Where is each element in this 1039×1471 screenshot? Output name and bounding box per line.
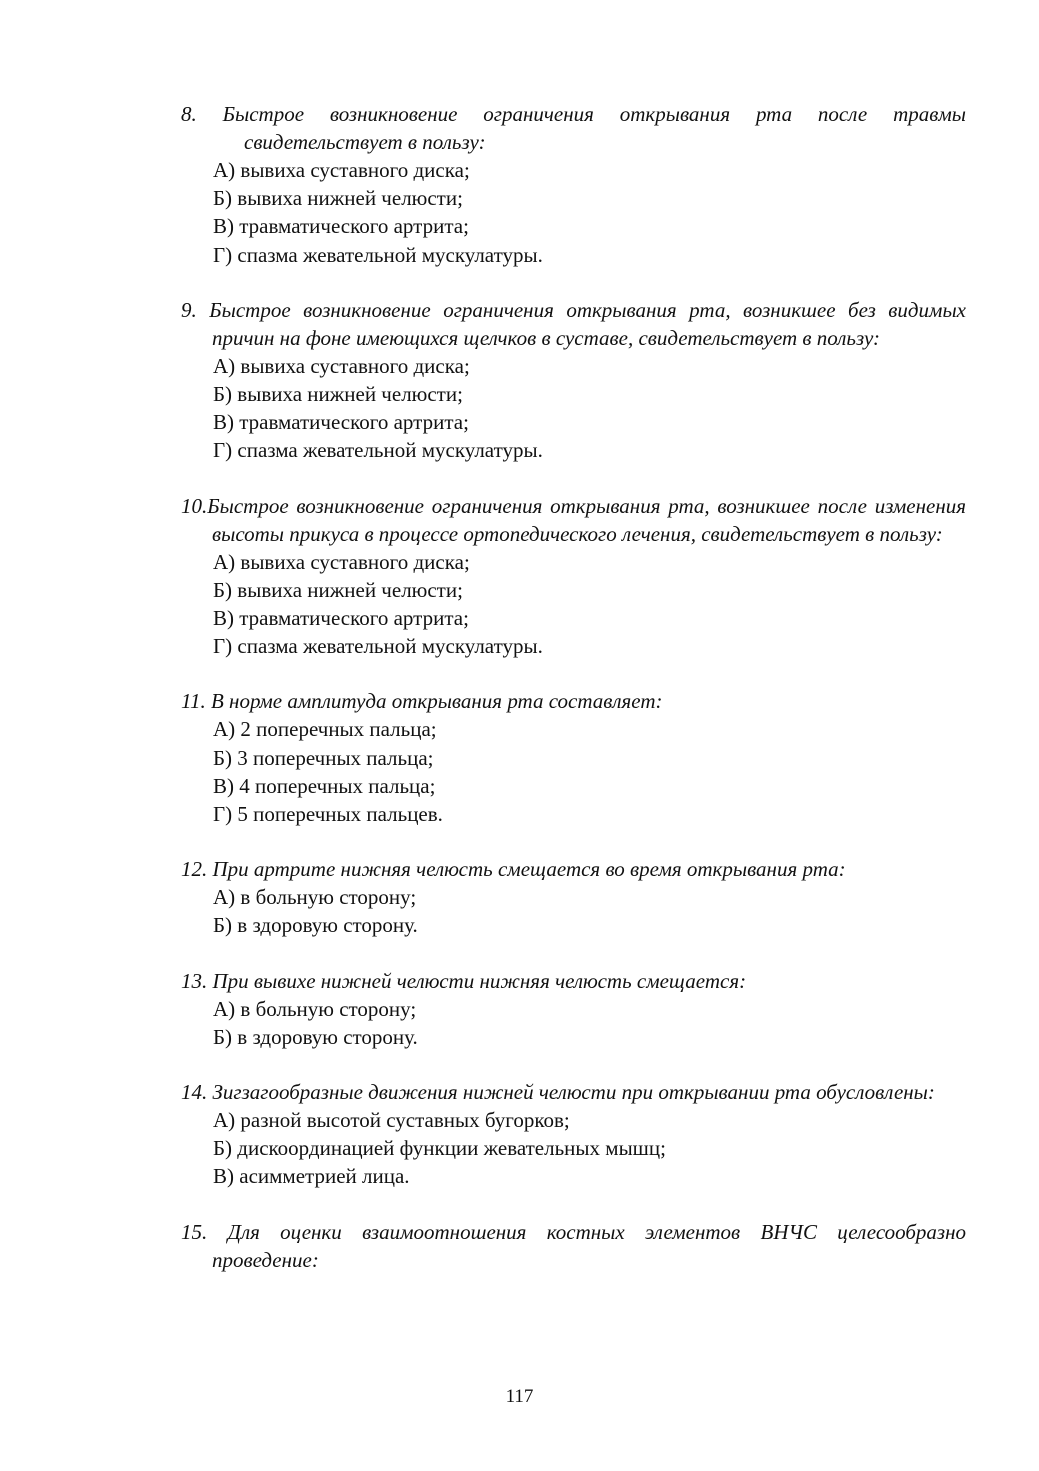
question-text: [181, 492, 966, 548]
question-prompt: Быстрое возникновение ограничения открывания рта, возникшее после изменения высоты прикуса в процессе ортопедического лечения, свидетельствует в пользу:: [207, 493, 966, 546]
question-number: 14.: [181, 1080, 208, 1105]
answer-list: [181, 715, 966, 828]
question-number: 13.: [181, 968, 208, 993]
question-10: [181, 492, 966, 661]
answer-option: В) травматического артрита;: [213, 410, 469, 435]
question-text: [181, 687, 966, 715]
question-text: [181, 967, 966, 995]
question-prompt: При вывихе нижней челюсти нижняя челюсть смещается:: [212, 968, 747, 993]
question-prompt: Быстрое возникновение ограничения открывания рта, возникшее без видимых причин на фоне имеющихся щелчков в суставе, свидетельствует в пользу:: [209, 297, 966, 350]
answer-option: А) 2 поперечных пальца;: [213, 717, 437, 742]
answer-list: [181, 548, 966, 661]
question-number: 15.: [181, 1219, 208, 1244]
answer-option: Б) в здоровую сторону.: [213, 913, 418, 938]
answer-list: [181, 883, 966, 939]
question-number: 11.: [181, 689, 206, 714]
answer-option: А) разной высотой суставных бугорков;: [213, 1108, 570, 1133]
answer-option: Б) 3 поперечных пальца;: [213, 745, 434, 770]
question-text: [181, 1218, 966, 1274]
answer-option: Г) спазма жевательной мускулатуры.: [213, 438, 543, 463]
answer-option: А) вывиха суставного диска;: [213, 353, 470, 378]
answer-option: А) в больную сторону;: [213, 996, 417, 1021]
answer-option: Б) в здоровую сторону.: [213, 1024, 418, 1049]
answer-option: Г) спазма жевательной мускулатуры.: [213, 242, 543, 267]
question-number: 8.: [181, 102, 197, 126]
answer-option: В) травматического артрита;: [213, 214, 469, 239]
question-number: 12.: [181, 857, 208, 882]
answer-option: Б) вывиха нижней челюсти;: [213, 382, 463, 407]
question-12: [181, 855, 966, 939]
question-list: [181, 100, 966, 1301]
question-prompt: В норме амплитуда открывания рта составляет:: [210, 689, 663, 714]
answer-list: [181, 995, 966, 1051]
answer-option: Б) дискоординацией функции жевательных мышц;: [213, 1136, 666, 1161]
question-14: [181, 1078, 966, 1191]
answer-option: А) вывиха суставного диска;: [213, 549, 470, 574]
question-text: [181, 296, 966, 352]
answer-option: В) 4 поперечных пальца;: [213, 773, 436, 798]
answer-option: Б) вывиха нижней челюсти;: [213, 186, 463, 211]
answer-option: В) асимметрией лица.: [213, 1164, 410, 1189]
answer-option: Г) 5 поперечных пальцев.: [213, 802, 443, 827]
question-number: 10.: [181, 493, 208, 518]
question-prompt: Быстрое возникновение ограничения открывания рта после травмы свидетельствует в пользу:: [222, 102, 966, 154]
answer-option: А) в больную сторону;: [213, 885, 417, 910]
question-prompt: При артрите нижняя челюсть смещается во время открывания рта:: [212, 857, 846, 882]
question-9: [181, 296, 966, 465]
question-8: [181, 100, 966, 269]
answer-list: [181, 156, 966, 269]
question-prompt: Зигзагообразные движения нижней челюсти при открывании рта обусловлены:: [212, 1080, 935, 1105]
answer-option: В) травматического артрита;: [213, 606, 469, 631]
question-15: [181, 1218, 966, 1274]
question-11: [181, 687, 966, 828]
answer-list: [181, 352, 966, 465]
answer-option: Г) спазма жевательной мускулатуры.: [213, 634, 543, 659]
answer-list: [181, 1106, 966, 1191]
question-text: [181, 100, 966, 156]
question-text: [181, 1078, 966, 1106]
page-number: 117: [505, 1386, 534, 1407]
question-prompt: Для оценки взаимоотношения костных элементов ВНЧС целесообразно проведение:: [212, 1219, 967, 1272]
answer-option: Б) вывиха нижней челюсти;: [213, 577, 463, 602]
question-number: 9.: [181, 297, 197, 322]
question-13: [181, 967, 966, 1051]
answer-option: А) вывиха суставного диска;: [213, 158, 470, 182]
question-text: [181, 855, 966, 883]
